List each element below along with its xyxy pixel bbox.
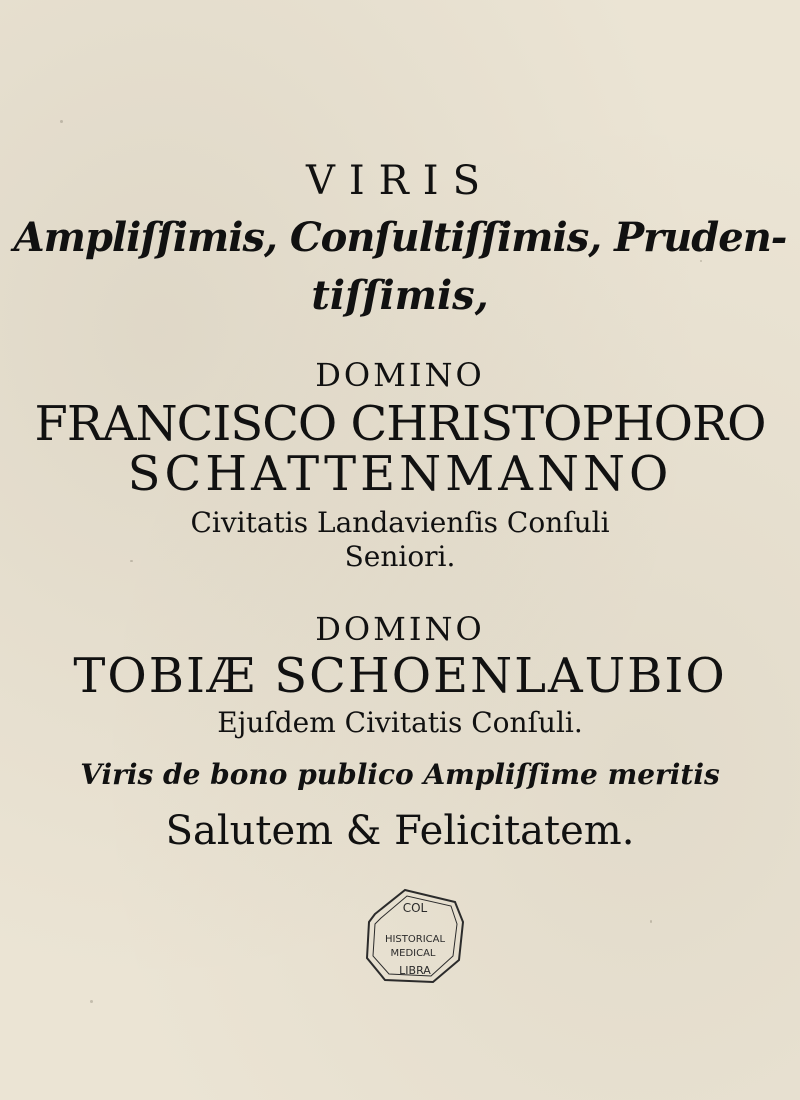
first-dedicatee-surname: SCHATTENMANNO bbox=[127, 446, 673, 502]
stamp-middle-line-1: HISTORICAL bbox=[384, 934, 446, 945]
library-stamp bbox=[345, 882, 485, 992]
paper-speck bbox=[700, 260, 702, 262]
paper-speck bbox=[130, 560, 133, 562]
paper-speck bbox=[60, 120, 63, 123]
first-dedicatee-office-cont: Seniori. bbox=[344, 540, 456, 573]
stamp-middle-line-2: MEDICAL bbox=[390, 948, 436, 959]
stamp-bottom-text: LIBRA bbox=[399, 964, 431, 977]
first-dedicatee-office: Civitatis Landavienſis Conſuli bbox=[190, 506, 610, 539]
domino-heading-2: DOMINO bbox=[315, 610, 485, 648]
honorific-line-1: Ampliſſimis, Conſultiſſimis, Pruden- bbox=[13, 214, 787, 261]
paper-speck bbox=[650, 920, 652, 923]
dedication-heading: VIRIS bbox=[305, 158, 494, 204]
domino-heading-1: DOMINO bbox=[315, 356, 485, 394]
second-dedicatee-office: Ejuſdem Civitatis Conſuli. bbox=[217, 706, 583, 739]
paper-speck bbox=[90, 1000, 93, 1003]
salutation-line: Salutem & Felicitatem. bbox=[165, 808, 635, 854]
stamp-top-text: COL bbox=[402, 901, 428, 915]
first-dedicatee-given-names: FRANCISCO CHRISTOPHORO bbox=[34, 396, 766, 452]
dedication-merit-line: Viris de bono publico Ampliſſime meritis bbox=[80, 758, 720, 791]
honorific-line-2: tiſſimis, bbox=[311, 272, 489, 319]
second-dedicatee-name: TOBIÆ SCHOENLAUBIO bbox=[73, 648, 727, 704]
